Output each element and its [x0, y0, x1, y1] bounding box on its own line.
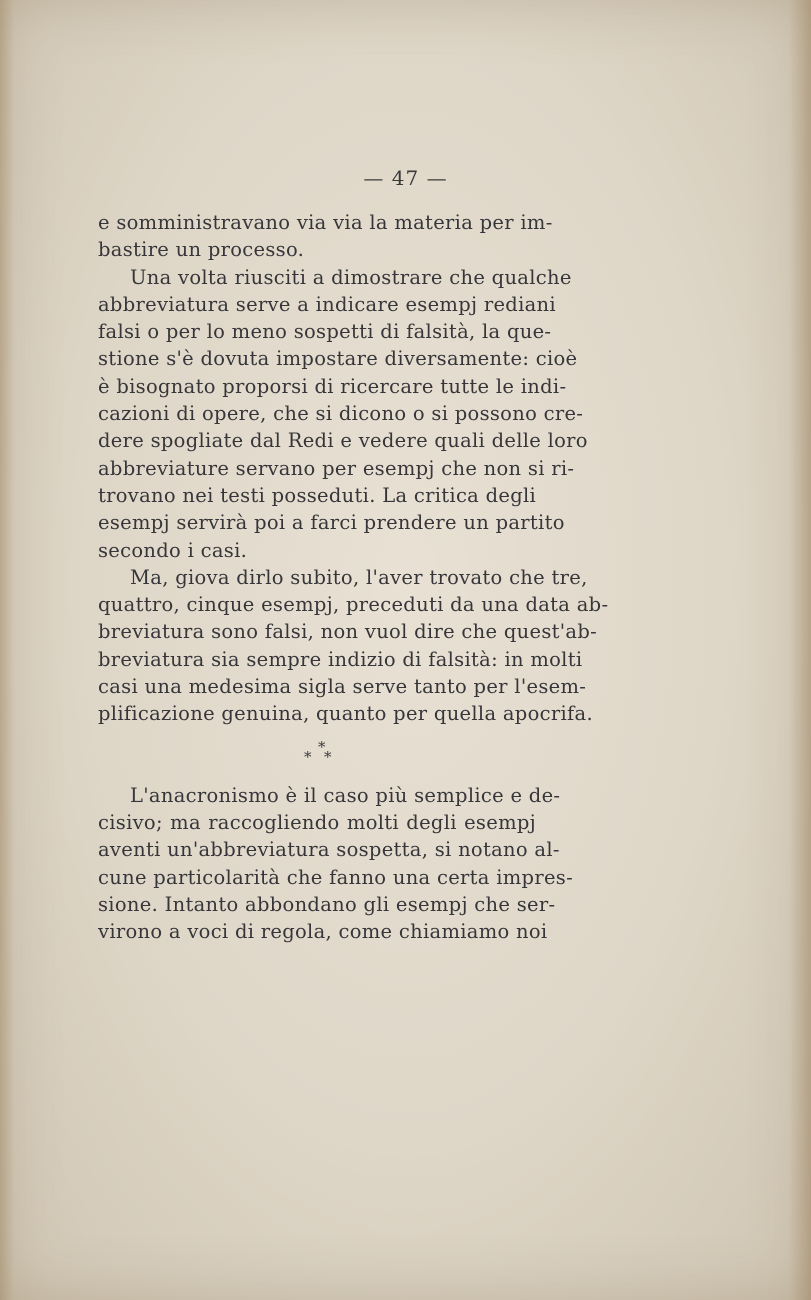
text-line: trovano nei testi posseduti. La critica degli [98, 483, 537, 507]
text-line: quattro, cinque esempj, preceduti da una data ab- [98, 593, 609, 617]
asterism-star: * [324, 747, 332, 766]
text-line: sione. Intanto abbondano gli esempj che ser- [98, 892, 556, 916]
text-line: abbreviatura serve a indicare esempj rediani [98, 292, 556, 316]
text-line: dere spogliate dal Redi e vedere quali delle loro [98, 429, 588, 453]
paragraph-abbreviature [98, 264, 588, 564]
asterism-star: * [304, 747, 312, 766]
text-line: plificazione genuina, quanto per quella apocrifa. [98, 702, 593, 726]
text-line: cune particolarità che fanno una certa impres- [98, 865, 573, 889]
text-line: breviatura sono falsi, non vuol dire che quest'ab- [98, 620, 598, 644]
paragraph-continuation [98, 209, 553, 264]
text-line: casi una medesima sigla serve tanto per l'esem- [98, 675, 587, 699]
section-separator-asterism [98, 724, 536, 782]
text-line: Ma, giova dirlo subito, l'aver trovato che tre, [130, 565, 588, 589]
text-line: esempj servirà poi a farci prendere un partito [98, 511, 565, 535]
paragraph-falsita [98, 564, 609, 728]
text-line: falsi o per lo meno sospetti di falsità, la que- [98, 320, 552, 344]
text-line: e somministravano via via la materia per im- [98, 211, 553, 234]
page-edge-shadow-right [789, 0, 811, 1300]
text-line: breviatura sia sempre indizio di falsità: in molti [98, 647, 583, 671]
text-line: cazioni di opere, che si dicono o si possono cre- [98, 402, 584, 426]
text-line: virono a voci di regola, come chiamiamo noi [98, 920, 548, 944]
body-text [98, 209, 609, 945]
text-line: aventi un'abbreviatura sospetta, si notano al- [98, 838, 560, 862]
asterism-star: * [318, 737, 326, 756]
text-line: è bisognato proporsi di ricercare tutte le indi- [98, 374, 567, 398]
text-line: secondo i casi. [98, 538, 248, 562]
page-number: — 47 — [363, 166, 448, 190]
text-line: L'anacronismo è il caso più semplice e de- [130, 783, 561, 807]
text-line: stione s'è dovuta impostare diversamente: cioè [98, 347, 578, 371]
page-edge-shadow-left [0, 0, 14, 1300]
text-line: cisivo; ma raccogliendo molti degli esempj [98, 810, 536, 834]
paragraph-anacronismo [98, 782, 573, 946]
text-line: abbreviature servano per esempj che non si ri- [98, 456, 575, 480]
text-line: Una volta riusciti a dimostrare che qualche [130, 265, 572, 289]
text-line: bastire un processo. [98, 238, 305, 262]
